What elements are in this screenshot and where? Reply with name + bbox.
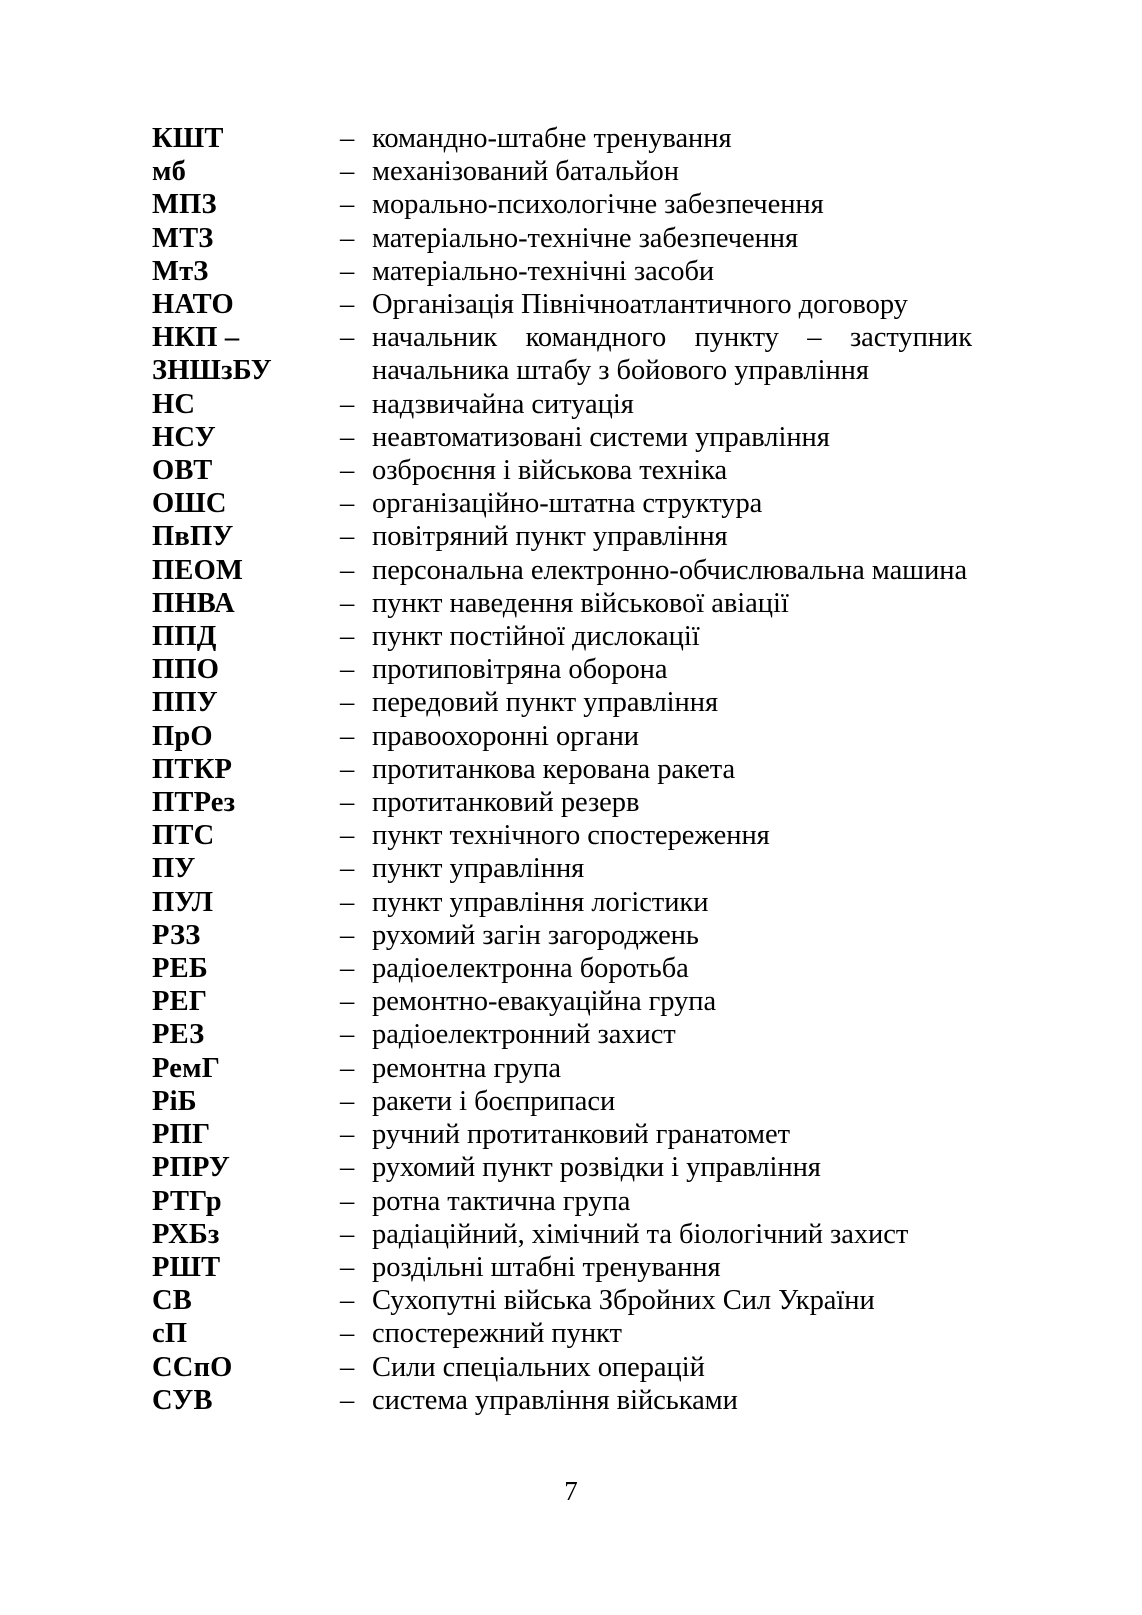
separator-dash: – <box>340 919 355 951</box>
abbreviation-entry <box>152 487 972 520</box>
abbreviation-term: ССпО <box>152 1351 233 1383</box>
separator-dash: – <box>340 322 355 354</box>
abbreviation-list <box>152 122 972 1417</box>
abbreviation-definition: пункт технічного спостереження <box>372 820 770 852</box>
abbreviation-term: ПУ <box>152 853 196 885</box>
abbreviation-definition: ручний протитанковий гранатомет <box>372 1119 790 1151</box>
abbreviation-term: ЗНШзБУ <box>152 355 272 387</box>
separator-dash: – <box>340 123 355 154</box>
abbreviation-definition: радіоелектронний захист <box>372 1019 676 1051</box>
separator-dash: – <box>340 388 355 420</box>
separator-dash: – <box>340 1251 355 1283</box>
abbreviation-term: РТГр <box>152 1185 222 1217</box>
abbreviation-term: ПТКР <box>152 753 233 785</box>
separator-dash: – <box>340 986 355 1018</box>
separator-dash: – <box>340 587 355 619</box>
abbreviation-term: РЕБ <box>152 953 208 985</box>
abbreviation-term: ПЕОМ <box>152 554 244 586</box>
separator-dash: – <box>340 853 355 885</box>
abbreviation-definition: система управління військами <box>372 1384 738 1416</box>
abbreviation-entry <box>152 886 972 919</box>
abbreviation-term: РемГ <box>152 1052 221 1084</box>
abbreviation-term: мб <box>152 156 187 188</box>
abbreviation-entry <box>152 852 972 885</box>
page-number: 7 <box>564 1476 578 1506</box>
abbreviation-entry <box>152 985 972 1018</box>
separator-dash: – <box>340 654 355 686</box>
abbreviation-definition: рухомий пункт розвідки і управління <box>372 1152 821 1184</box>
abbreviation-entry <box>152 222 972 255</box>
abbreviation-definition: спостережний пункт <box>372 1318 622 1350</box>
abbreviation-definition: правоохоронні органи <box>372 720 640 752</box>
abbreviation-definition: пункт управління логістики <box>372 886 709 918</box>
abbreviation-entry <box>152 1151 972 1184</box>
abbreviation-entry <box>152 1218 972 1251</box>
abbreviation-entry <box>152 919 972 952</box>
abbreviation-term: СУВ <box>152 1384 213 1416</box>
separator-dash: – <box>340 787 355 819</box>
separator-dash: – <box>340 222 355 254</box>
abbreviation-term: ПТРез <box>152 787 236 819</box>
separator-dash: – <box>340 820 355 852</box>
separator-dash: – <box>340 156 355 188</box>
abbreviation-entry <box>152 288 972 321</box>
abbreviation-term: НАТО <box>152 289 234 321</box>
abbreviation-definition: організаційно-штатна структура <box>372 488 763 520</box>
abbreviation-term: РіБ <box>152 1085 197 1117</box>
abbreviation-definition: передовий пункт управління <box>372 687 719 719</box>
abbreviation-term: МПЗ <box>152 189 217 221</box>
separator-dash: – <box>340 1351 355 1383</box>
abbreviation-definition: надзвичайна ситуація <box>372 388 634 420</box>
separator-dash: – <box>340 621 355 653</box>
abbreviation-entry <box>152 1052 972 1085</box>
separator-dash: – <box>340 687 355 719</box>
separator-dash: – <box>340 521 355 553</box>
abbreviation-entry <box>152 1118 972 1151</box>
abbreviation-entry <box>152 952 972 985</box>
abbreviation-term: РЗЗ <box>152 919 201 951</box>
abbreviation-definition: Організація Північноатлантичного договору <box>372 289 908 321</box>
abbreviation-entry <box>152 819 972 852</box>
separator-dash: – <box>340 488 355 520</box>
abbreviation-entry <box>152 1185 972 1218</box>
separator-dash: – <box>340 1019 355 1051</box>
abbreviation-definition: неавтоматизовані системи управління <box>372 421 830 453</box>
abbreviation-entry <box>152 255 972 288</box>
abbreviation-term: РХБз <box>152 1218 220 1250</box>
abbreviation-entry <box>152 720 972 753</box>
abbreviation-definition: радіаційний, хімічний та біологічний захист <box>372 1218 909 1250</box>
abbreviation-term: ОШС <box>152 488 227 520</box>
separator-dash: – <box>340 1218 355 1250</box>
abbreviation-definition: ракети і боєприпаси <box>372 1085 616 1117</box>
abbreviation-term: ПУЛ <box>152 886 214 918</box>
abbreviation-definition: рухомий загін загороджень <box>372 919 699 951</box>
abbreviation-entry <box>152 686 972 719</box>
separator-dash: – <box>340 753 355 785</box>
abbreviation-term: КШТ <box>152 123 224 154</box>
abbreviation-entry <box>152 155 972 188</box>
abbreviation-term: НСУ <box>152 421 216 453</box>
abbreviation-definition: радіоелектронна боротьба <box>372 953 689 985</box>
abbreviation-definition: Сухопутні війська Збройних Сил України <box>372 1285 875 1317</box>
abbreviation-definition: протитанковий резерв <box>372 787 640 819</box>
abbreviation-definition: роздільні штабні тренування <box>372 1251 721 1283</box>
abbreviation-term: сП <box>152 1318 188 1350</box>
separator-dash: – <box>340 1384 355 1416</box>
abbreviation-entry <box>152 554 972 587</box>
abbreviation-entry <box>152 421 972 454</box>
separator-dash: – <box>340 953 355 985</box>
separator-dash: – <box>340 1085 355 1117</box>
abbreviation-definition: начальника штабу з бойового управління <box>372 355 869 387</box>
abbreviation-definition: ротна тактична група <box>372 1185 631 1217</box>
separator-dash: – <box>340 720 355 752</box>
separator-dash: – <box>340 255 355 287</box>
abbreviation-term: ПНВА <box>152 587 235 619</box>
abbreviation-term: НС <box>152 388 196 420</box>
separator-dash: – <box>340 421 355 453</box>
abbreviation-entry <box>152 786 972 819</box>
abbreviation-entry <box>152 388 972 421</box>
abbreviation-term: ПТС <box>152 820 215 852</box>
separator-dash: – <box>340 189 355 221</box>
separator-dash: – <box>340 886 355 918</box>
abbreviation-term: РШТ <box>152 1251 221 1283</box>
abbreviation-entry <box>152 354 972 387</box>
separator-dash: – <box>340 1318 355 1350</box>
abbreviation-definition: повітряний пункт управління <box>372 521 728 553</box>
abbreviation-term: ППО <box>152 654 220 686</box>
abbreviation-definition: матеріально-технічні засоби <box>372 255 715 287</box>
separator-dash: – <box>340 554 355 586</box>
abbreviation-definition: протитанкова керована ракета <box>372 753 736 785</box>
abbreviation-term: МтЗ <box>152 255 209 287</box>
abbreviation-definition: матеріально-технічне забезпечення <box>372 222 799 254</box>
abbreviation-definition: механізований батальйон <box>372 156 679 188</box>
abbreviation-definition: начальник командного пункту – заступник <box>372 322 972 354</box>
abbreviation-term: РЕЗ <box>152 1019 205 1051</box>
abbreviation-entry <box>152 1018 972 1051</box>
separator-dash: – <box>340 289 355 321</box>
separator-dash: – <box>340 1152 355 1184</box>
abbreviation-entry <box>152 1085 972 1118</box>
abbreviation-entry <box>152 1284 972 1317</box>
abbreviation-term: ОВТ <box>152 455 213 487</box>
abbreviation-entry <box>152 188 972 221</box>
abbreviation-entry <box>152 653 972 686</box>
abbreviation-definition: пункт наведення військової авіації <box>372 587 789 619</box>
abbreviation-entry <box>152 620 972 653</box>
abbreviation-term: РЕГ <box>152 986 208 1018</box>
abbreviation-list-container <box>152 122 972 1417</box>
separator-dash: – <box>340 1119 355 1151</box>
abbreviation-entry <box>152 587 972 620</box>
separator-dash: – <box>340 455 355 487</box>
abbreviation-term: ПрО <box>152 720 213 752</box>
abbreviation-term: РПРУ <box>152 1152 230 1184</box>
abbreviation-definition: персональна електронно-обчислювальна машина <box>372 554 968 586</box>
abbreviation-definition: протиповітряна оборона <box>372 654 668 686</box>
abbreviation-term: НКП – <box>152 322 240 354</box>
abbreviation-definition: Сили спеціальних операцій <box>372 1351 705 1383</box>
abbreviation-entry <box>152 753 972 786</box>
abbreviation-definition: озброєння і військова техніка <box>372 455 728 487</box>
abbreviation-entry <box>152 1317 972 1350</box>
abbreviation-definition: пункт управління <box>372 853 585 885</box>
abbreviation-term: ПвПУ <box>152 521 234 553</box>
abbreviation-entry <box>152 1251 972 1284</box>
separator-dash: – <box>340 1285 355 1317</box>
abbreviation-entry <box>152 321 972 354</box>
abbreviation-definition: морально-психологічне забезпечення <box>372 189 824 221</box>
abbreviation-term: РПГ <box>152 1119 211 1151</box>
abbreviation-definition: пункт постійної дислокації <box>372 621 700 653</box>
abbreviation-definition: командно-штабне тренування <box>372 123 732 154</box>
abbreviation-entry <box>152 1384 972 1417</box>
separator-dash: – <box>340 1185 355 1217</box>
abbreviation-entry <box>152 1351 972 1384</box>
separator-dash: – <box>340 1052 355 1084</box>
abbreviation-definition: ремонтна група <box>372 1052 561 1084</box>
abbreviation-entry <box>152 520 972 553</box>
abbreviation-entry <box>152 454 972 487</box>
abbreviation-entry <box>152 122 972 155</box>
abbreviation-term: ППУ <box>152 687 218 719</box>
abbreviation-term: СВ <box>152 1285 192 1317</box>
abbreviation-term: ППД <box>152 621 217 653</box>
abbreviation-term: МТЗ <box>152 222 214 254</box>
abbreviation-definition: ремонтно-евакуаційна група <box>372 986 717 1018</box>
